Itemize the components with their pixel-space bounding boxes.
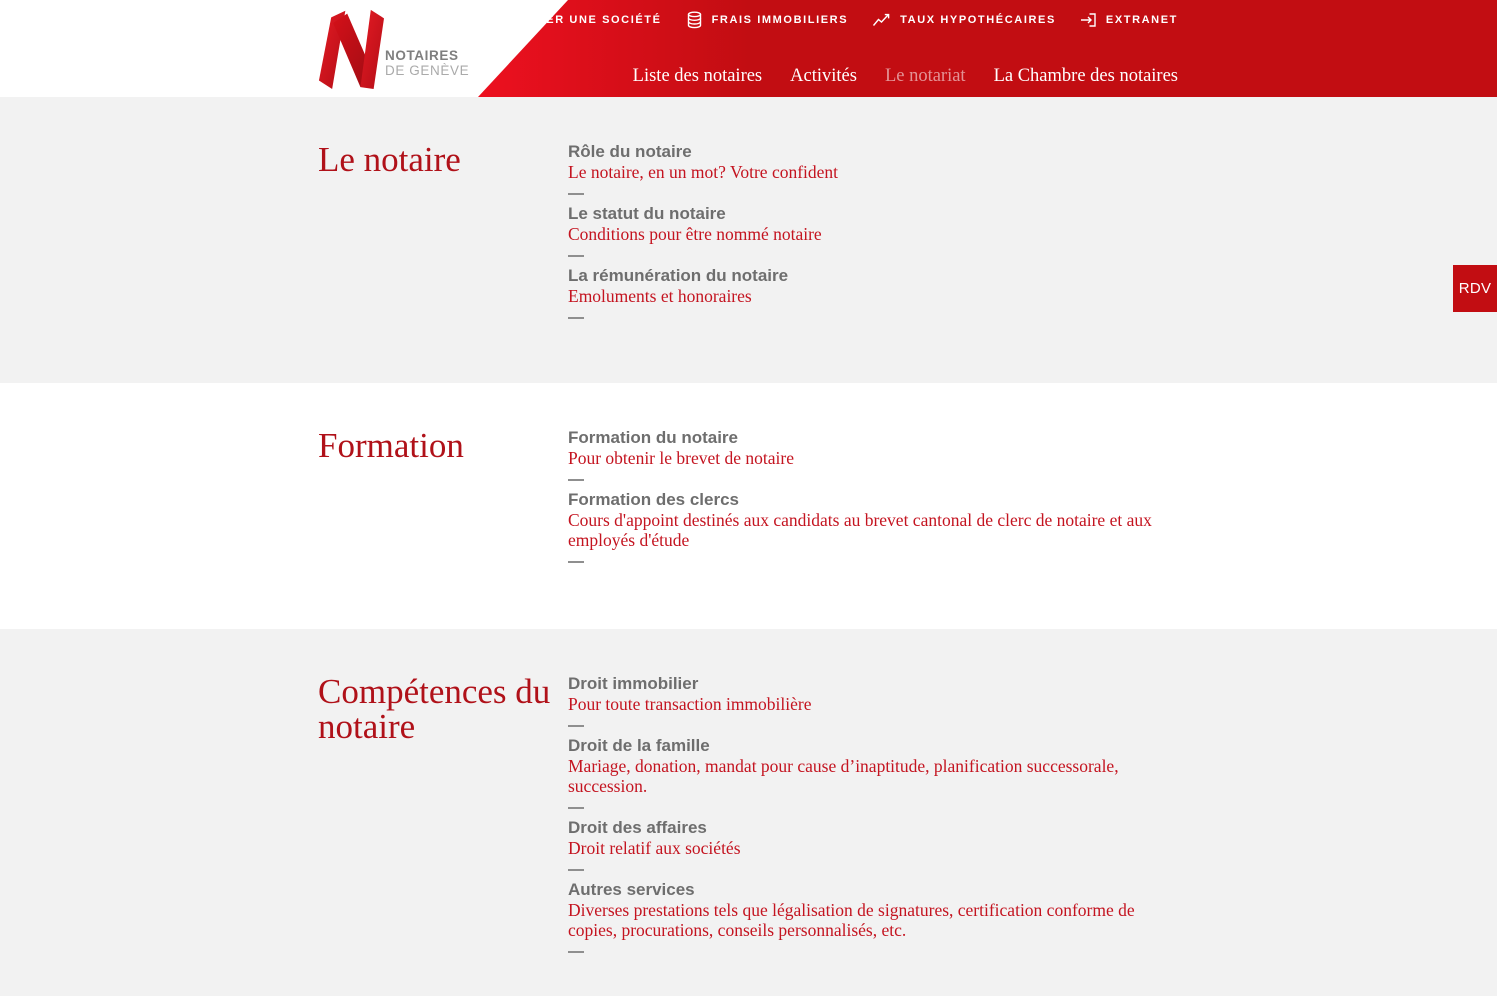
utility-item-label: CRÉER UNE SOCIÉTÉ bbox=[518, 14, 662, 26]
nav-liste-des-notaires[interactable]: Liste des notaires bbox=[632, 66, 763, 86]
utility-item-frais-immobiliers[interactable] bbox=[686, 11, 849, 29]
item-divider bbox=[568, 725, 584, 727]
section-items bbox=[568, 674, 1183, 996]
logo-line2: DE GENÈVE bbox=[385, 63, 470, 79]
list-item bbox=[568, 490, 1183, 563]
item-link[interactable]: Cours d'appoint destinés aux candidats au brevet cantonal de clerc de notaire et aux employés d'étude bbox=[568, 510, 1152, 550]
item-link[interactable]: Emoluments et honoraires bbox=[568, 286, 752, 306]
item-divider bbox=[568, 869, 584, 871]
section-title: Compétences du notaire bbox=[318, 672, 551, 746]
item-divider bbox=[568, 255, 584, 257]
section-competences bbox=[0, 629, 1497, 996]
list-item bbox=[568, 142, 838, 195]
section-formation bbox=[0, 383, 1497, 629]
logo-line1: NOTAIRES bbox=[385, 48, 459, 64]
item-divider bbox=[568, 193, 584, 195]
item-title: Autres services bbox=[568, 880, 695, 899]
section-title: Le notaire bbox=[318, 140, 461, 179]
utility-item-label: FRAIS IMMOBILIERS bbox=[711, 14, 849, 26]
item-title: Formation du notaire bbox=[568, 428, 738, 447]
item-divider bbox=[568, 317, 584, 319]
item-divider bbox=[568, 561, 584, 563]
list-item bbox=[568, 674, 1183, 727]
main-nav bbox=[633, 66, 1178, 87]
item-title: La rémunération du notaire bbox=[568, 266, 789, 285]
utility-item-creer-une-societe[interactable] bbox=[491, 11, 661, 29]
list-item bbox=[568, 818, 1183, 871]
utility-item-label: EXTRANET bbox=[1105, 14, 1178, 26]
section-items bbox=[568, 142, 838, 383]
nav-activites[interactable]: Activités bbox=[790, 66, 857, 86]
section-le-notaire bbox=[0, 97, 1497, 383]
item-title: Formation des clercs bbox=[568, 490, 740, 509]
logo[interactable] bbox=[318, 7, 469, 90]
item-divider bbox=[568, 807, 584, 809]
list-item bbox=[568, 736, 1183, 809]
logo-n-icon bbox=[318, 7, 384, 90]
nav-le-notariat[interactable]: Le notariat bbox=[884, 66, 966, 86]
item-title: Droit des affaires bbox=[568, 818, 707, 837]
chart-icon bbox=[872, 12, 891, 29]
network-icon bbox=[491, 11, 509, 29]
item-title: Rôle du notaire bbox=[568, 142, 692, 161]
list-item bbox=[568, 880, 1183, 953]
list-item bbox=[568, 266, 838, 319]
login-icon bbox=[1080, 11, 1097, 29]
item-link[interactable]: Diverses prestations tels que légalisation de signatures, certification conforme de copies, procurations, conseils personnalisés, etc. bbox=[568, 900, 1135, 940]
item-title: Le statut du notaire bbox=[568, 204, 726, 223]
utility-item-extranet[interactable] bbox=[1080, 11, 1178, 29]
item-title: Droit immobilier bbox=[568, 674, 699, 693]
rdv-button[interactable]: RDV bbox=[1453, 265, 1497, 312]
list-item bbox=[568, 428, 1183, 481]
item-link[interactable]: Pour obtenir le brevet de notaire bbox=[568, 448, 794, 468]
section-items bbox=[568, 428, 1183, 629]
logo-text bbox=[385, 49, 469, 79]
section-title: Formation bbox=[318, 426, 464, 465]
database-icon bbox=[686, 11, 703, 29]
item-link[interactable]: Mariage, donation, mandat pour cause d’inaptitude, planification successorale, succession. bbox=[568, 756, 1119, 796]
nav-la-chambre-des-notaires[interactable]: La Chambre des notaires bbox=[993, 66, 1178, 86]
item-link[interactable]: Droit relatif aux sociétés bbox=[568, 838, 741, 858]
item-divider bbox=[568, 951, 584, 953]
header bbox=[0, 0, 1497, 97]
item-link[interactable]: Pour toute transaction immobilière bbox=[568, 694, 812, 714]
utility-item-label: TAUX HYPOTHÉCAIRES bbox=[900, 14, 1056, 26]
utility-nav bbox=[491, 0, 1178, 40]
item-link[interactable]: Conditions pour être nommé notaire bbox=[568, 224, 822, 244]
item-title: Droit de la famille bbox=[568, 736, 710, 755]
item-link[interactable]: Le notaire, en un mot? Votre confident bbox=[568, 162, 839, 182]
list-item bbox=[568, 204, 838, 257]
item-divider bbox=[568, 479, 584, 481]
utility-item-taux-hypothecaires[interactable] bbox=[872, 12, 1056, 29]
